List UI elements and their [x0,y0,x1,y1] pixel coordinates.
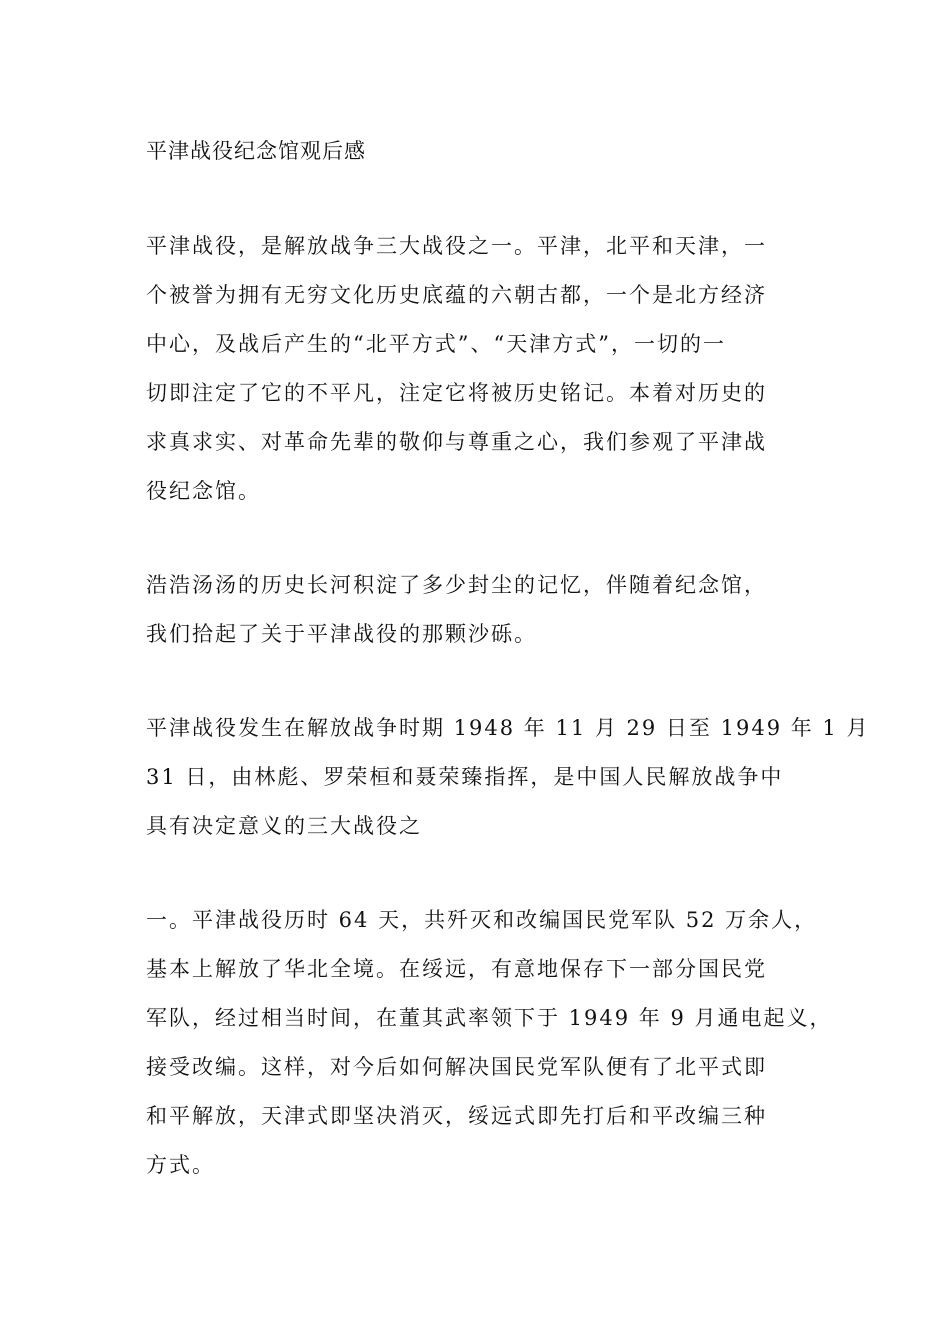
text-line: 31 日，由林彪、罗荣桓和聂荣臻指挥，是中国人民解放战争中 [146,765,784,789]
text-line: 一。平津战役历时 64 天，共歼灭和改编国民党军队 52 万余人， [146,908,818,932]
text-line: 接受改编。这样，对今后如何解决国民党军队便有了北平式即 [146,1055,767,1079]
text-line: 求真求实、对革命先辈的敬仰与尊重之心，我们参观了平津战 [146,430,767,454]
text-line: 切即注定了它的不平凡，注定它将被历史铭记。本着对历史的 [146,381,767,405]
paragraph-results [146,896,833,1190]
text-line: 平津战役发生在解放战争时期 1948 年 11 月 29 日至 1949 年 1 月 [146,716,870,740]
text-line: 军队，经过相当时间，在董其武率领下于 1949 年 9 月通电起义， [146,1006,833,1030]
text-line: 浩浩汤汤的历史长河积淀了多少封尘的记忆，伴随着纪念馆， [146,573,767,597]
paragraph-intro [146,222,816,516]
text-line: 基本上解放了华北全境。在绥远，有意地保存下一部分国民党 [146,957,767,981]
text-line: 平津战役，是解放战争三大战役之一。平津，北平和天津，一 [146,234,767,258]
document-title: 平津战役纪念馆观后感 [146,139,366,163]
paragraph-dates [146,704,870,851]
text-line: 具有决定意义的三大战役之 [146,814,422,838]
paragraph-history [146,561,816,659]
text-line: 和平解放，天津式即坚决消灭，绥远式即先打后和平改编三种 [146,1104,767,1128]
text-line: 个被誉为拥有无穷文化历史底蕴的六朝古都，一个是北方经济 [146,283,767,307]
text-line: 方式。 [146,1153,215,1177]
text-line: 我们拾起了关于平津战役的那颗沙砾。 [146,622,537,646]
document-body [146,130,870,1235]
text-line: 中心，及战后产生的“北平方式”、“天津方式”，一切的一 [146,332,726,356]
text-line: 役纪念馆。 [146,479,261,503]
